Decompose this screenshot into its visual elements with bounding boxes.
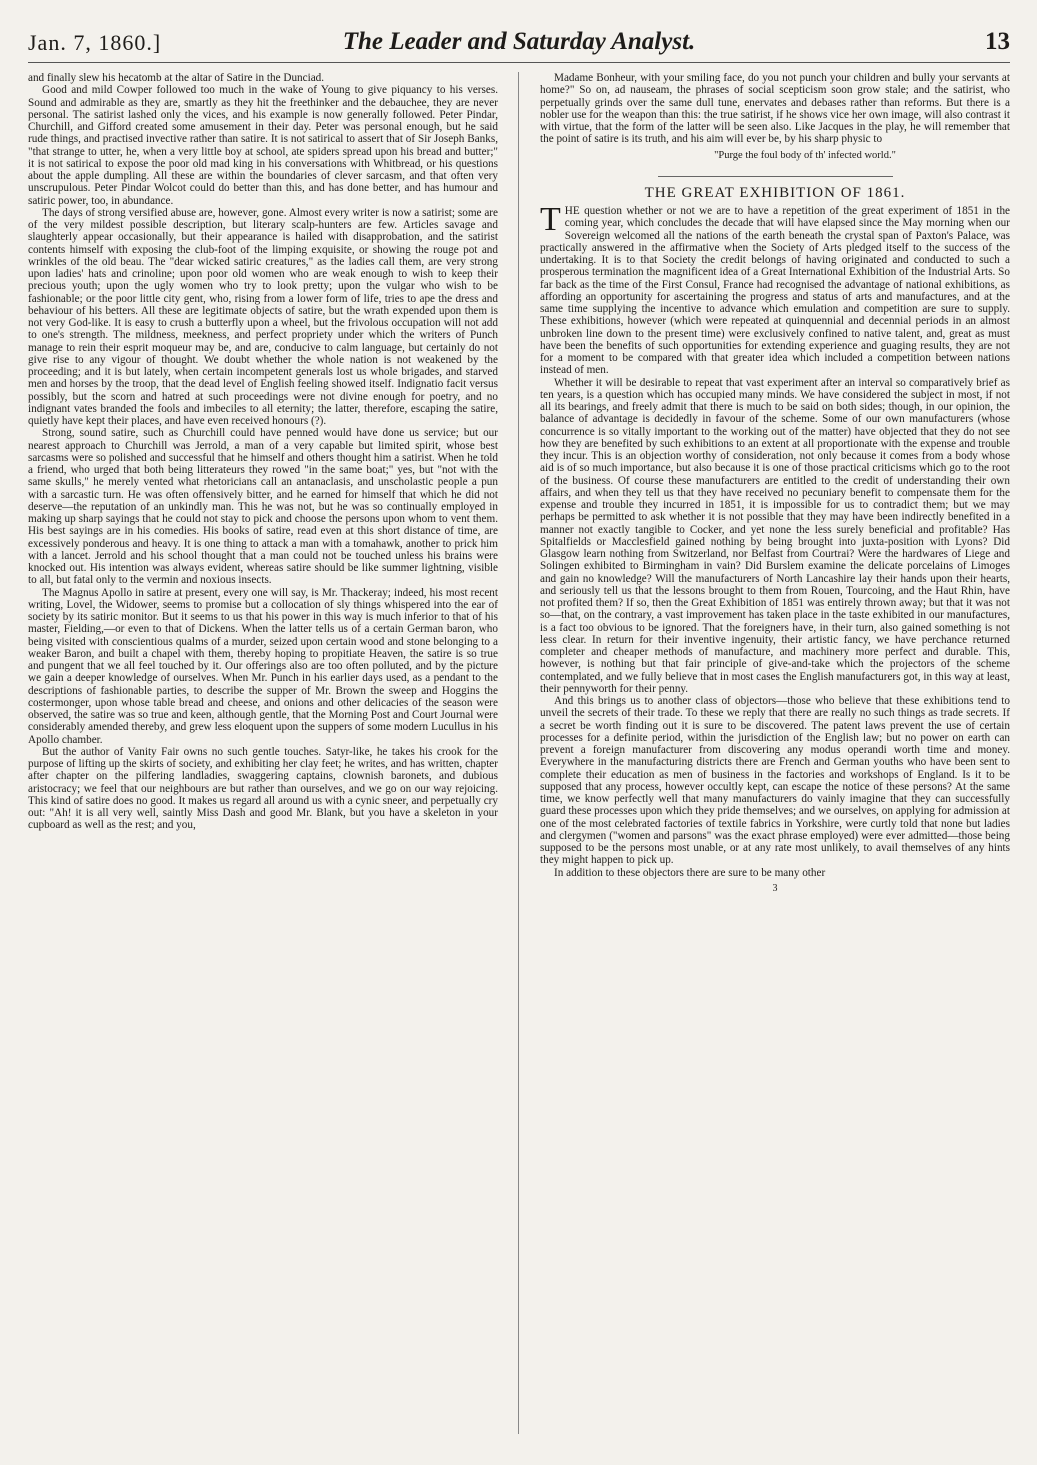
- header-rule: [28, 62, 1010, 63]
- right-column: [540, 72, 1010, 1434]
- section-rule: [658, 176, 893, 177]
- lead-text: HE question whether or not we are to have a repetition of the great experiment of 1851 in the coming year, which concludes the decade that will have elapsed since the May morning when our Sovereign welcomed all the nations of the earth beneath the crystal span of Paxton's Palace, was practically answered in the affirmative when the Society of Arts pledged itself to the success of the undertaking. It is to that Society the credit belongs of having originated and conducted to such a prosperous termination the magnificent idea of a Great International Exhibition of the Industrial Arts. So far back as the time of the First Consul, France had recognised the advantage of national exhibitions, as affording an opportunity for ascertaining the progress and status of arts and manufactures, and at the same time supplying the incentive to advance which emulation and competition are sure to supply. These exhibitions, however (which were repeated at quinquennial and decennial periods in an almost unbroken line down to the present time) were exclusively confined to native talent, and, great as must have been the benefits of such opportunities for extending experience and guaging results, they are not for a moment to be compared with that greater idea which included a competition between nations instead of men.: [540, 205, 1010, 377]
- section-heading: THE GREAT EXHIBITION OF 1861.: [644, 184, 906, 201]
- paragraph: Strong, sound satire, such as Churchill could have penned would have done us service; but our nearest approach to Churchill was Jerrold, a man of a very capable but limited spirit, whose best sarcasms were so polished and successful that he himself and others thought him a satirist. When he told a friend, who urged that both being litterateurs they rowed "in the same boat;" yes, but "not with the same skulls," he merely vented what rhetoricians call an antanaclasis, and unscholastic people a pun with a sarcastic turn. He was often offensively bitter, and he earned for himself that which he did not deserve—the reputation of an unkindly man. This he was not, but he was so continually employed in making up sharp sayings that he could not stay to pick and choose the persons upon whom to vent them. His best sayings are in his comedies. His books of satire, read even at this short distance of time, are excessively ponderous and heavy. It is one thing to attack a man with a tomahawk, another to prick him with a lancet. Jerrold and his school thought that a man could not be touched unless his brains were knocked out. His intention was always evident, whereas satire should be like summer lightning, visible to all, but fatal only to the vermin and noxious insects.: [28, 427, 498, 587]
- page-header: [28, 20, 1010, 60]
- paragraph: The Magnus Apollo in satire at present, every one will say, is Mr. Thackeray; indeed, his most recent writing, Lovel, the Widower, seems to promise but a collocation of sly things whispered into the ear of society by its satiric monitor. But it seems to us that his power in this way is much inferior to that of his master, Fielding,—or even to that of Dickens. When the latter tells us of a certain German baron, who being visited with conscientious qualms of a murder, seized upon certain wood and stone belonging to a weaker Baron, and built a chapel with them, thereby hoping to propitiate Heaven, the satire is so true and pungent that we all feel touched by it. Our offerings also are too often polluted, and by the picture we gain a deeper knowledge of ourselves. When Mr. Punch in his earlier days used, as a pendant to the descriptions of fashionable parties, to describe the supper of Mr. Brown the sweep and Hoggins the costermonger, upon whose table bread and cheese, and onions and other delicacies of the season were observed, the satire was so true and keen, although gentle, that the Morning Post and Court Journal were considerably amended thereby, and grew less eloquent upon the suppers of some modern Lucullus in his Apollo chamber.: [28, 586, 498, 746]
- left-column: [28, 72, 498, 1434]
- article-lead-paragraph: [540, 201, 1010, 377]
- publication-title: The Leader and Saturday Analyst.: [342, 28, 696, 55]
- paragraph: In addition to these objectors there are sure to be many other: [554, 866, 826, 879]
- column-rule: [518, 72, 519, 1434]
- paragraph: The days of strong versified abuse are, however, gone. Almost every writer is now a satirist; some are of the very mildest possible description, but literary scalp-hunters are few. Articles savage and slaughterly appear occasionally, but their appearance is hailed with disapprobation, and the satirist contents himself with exposing the club-foot of the limping exquisite, or showing the rouge pot and wrinkles of the old beau. The "dear wicked satiric creatures," as the ladies call them, are very strong upon ladies' hats and crinoline; upon poor old women who are weak enough to wish to keep their precious youth; upon the ugly women who try to look pretty; upon the vulgar who wish to be fashionable; or the poor little city gent, who, rising from a lower form of life, tries to ape the dress and behaviour of his betters. All these are legitimate objects of satire, but the wrath expended upon them is not very God-like. It is easy to crush a butterfly upon a wheel, but the frivolous occupation will not add to one's strength. The mildness, meekness, and perfect propriety under which the writers of Punch manage to rein their esprit moqueur may be, and are, conducive to calm language, but certainly do not give rise to any vigour of thought. We doubt whether the whole nation is not weakened by the proceeding; and it is but lately, when certain incompetent generals lost us whole brigades, and starved men and horses by the troop, that the dead level of English feeling showed itself. Indignatio facit versus possibly, but the scorn and hatred at such proceedings were not divine enough for poetry, and no indignant vates branded the fools and imbeciles to all eternity; the latter, therefore, escaping the satire, quietly have kept their places, and have even received honours (?).: [28, 206, 498, 427]
- paragraph: Whether it will be desirable to repeat that vast experiment after an interval so comparatively brief as ten years, is a question which has occupied many minds. We have considered the subject in most, if not all its bearings, and freely admit that there is much to be said on both sides; though, in our opinion, the balance of advantage is decidedly in favour of the scheme. Some of our own manufacturers (whose concurrence is so vitally important to the working out of the matter) have objected that they do not see how they are benefited by such exhibitions to an extent at all proportionate with the expense and trouble they incur. This is an objection worthy of consideration, not only because it comes from a body whose aid is of so much importance, but also because it is one of those practical criticisms which go to the root of the business. Of course these manufacturers are entitled to the credit of understanding their own affairs, and when they tell us that they have received no pecuniary benefit to compensate them for the expense and trouble they incurred in 1851, it is impossible for us to contradict them; but we may perhaps be permitted to ask whether it is not possible that they may have been indirectly benefited in a manner not exactly tangible to Cocker, and yet none the less surely beneficial and profitable? Has Spitalfields or Macclesfield gained nothing by being brought into juxta-position with Lyons? Did Glasgow learn nothing from Switzerland, nor Belfast from Courtrai? Were the hardwares of Liege and Solingen exhibited to Birmingham in vain? Did Burslem examine the delicate porcelains of Limoges and gain no knowledge? Will the manufacturers of North Lancashire lay their hands upon their hearts, and seriously tell us that the lessons brought to them from Rouen, Tourcoing, and the Haut Rhin, have not profited them? If so, then the Great Exhibition of 1851 was entirely thrown away; but that it was not so—that, on the contrary, a vast improvement has taken place in the taste exhibited in our manufactures, is a fact too obvious to be ignored. That the foreigners have, in their turn, also gained something is not less clear. In return for their inventive ingenuity, their artistic fancy, we have perchance returned completer and cheaper methods of manufacture, and machinery more perfect and durable. This, however, is nothing but that fair principle of give-and-take which the projectors of the scheme contemplated, and we fully believe that in most cases the English manufacturers got, in this way at least, their pennyworth for their penny.: [540, 376, 1010, 695]
- paragraph: And this brings us to another class of objectors—those who believe that these exhibitions tend to unveil the secrets of their trade. To these we reply that there are really no such things as trade secrets. If a secret be worth finding out it is sure to be discovered. The patent laws prevent the use of certain processes for a definite period, within the jurisdiction of the English law; but no power on earth can prevent a foreign manufacturer from discovering any modus operandi worth time and money. Everywhere in the manufacturing districts there are French and German youths who have been sent to complete their education as men of business in the factories and workshops of England. Is it to be supposed that any process, however occultly kept, can escape the notice of these persons? At the same time, we know perfectly well that many manufacturers do vainly imagine that they can successfully guard these processes upon which they pride themselves; and we ourselves, on applying for admission at one of the most celebrated factories of textile fabrics in Yorkshire, were curtly told that none but ladies and clergymen ("women and parsons" was the exact phrase employed) were ever admitted—those being supposed to be the persons most unable, or at any rate most unlikely, to avail themselves of any hints they might happen to pick up.: [540, 695, 1010, 867]
- verse-quote: "Purge the foul body of th' infected world.": [714, 149, 896, 161]
- paragraph: But the author of Vanity Fair owns no such gentle touches. Satyr-like, he takes his crook for the purpose of lifting up the skirts of society, and exhibiting her clay feet; he writes, and has written, chapter after chapter on the pilfering landladies, swaggering captains, clownish baronets, and dubious aristocracy; we feel that our neighbours are but rather than ourselves, and we go on our way rejoicing. This kind of satire does no good. It makes us regard all around us with a cynic sneer, and perpetually cry out: "Ah! it is all very well, saintly Miss Dash and good Mr. Blank, but you have a skeleton in your cupboard as well as the rest; and you,: [28, 745, 498, 832]
- paragraph: and finally slew his hecatomb at the altar of Satire in the Dunciad.: [28, 72, 325, 84]
- page-number: 13: [985, 28, 1010, 55]
- drop-cap: T: [540, 201, 561, 238]
- issue-date: Jan. 7, 1860.]: [28, 30, 162, 55]
- signature-mark: 3: [772, 882, 778, 894]
- paragraph: Good and mild Cowper followed too much in the wake of Young to give piquancy to his verses. Sound and admirable as they are, smartly as they hit the freethinker and the debauchee, they are never personal. The satirist lashed only the vices, and his example is now generally followed. Peter Pindar, Churchill, and Gifford created some amusement in their day. Peter was personal enough, but he said rude things, and practised invective rather than satire. It is not satirical to assert that of Sir Joseph Banks, "that strange to utter, he, when a very little boy at school, ate spiders spread upon his bread and butter;" it is not satirical to expose the poor old mad king in his conversations with Whitbread, or his questions about the apple dumpling. All these are within the boundaries of clever sarcasm, and that often very unscrupulous. Peter Pindar Wolcot could do better than this, and has done better, and has humour and satiric power, too, in abundance.: [28, 84, 498, 207]
- paragraph: Madame Bonheur, with your smiling face, do you not punch your children and bully your servants at home?" So on, ad nauseam, the phrases of social scepticism soon grow stale; and the satirist, who perpetually grinds over the same dull tune, enervates and debases rather than reforms. But there is a nobler use for the weapon than this: the true satirist, if he shows vice her own image, will also contrast it with virtue, that the form of the latter will be seen also. Like Jacques in the play, he will remember that the point of satire is its truth, and his aim will ever be, by his sharp physic to: [540, 72, 1010, 146]
